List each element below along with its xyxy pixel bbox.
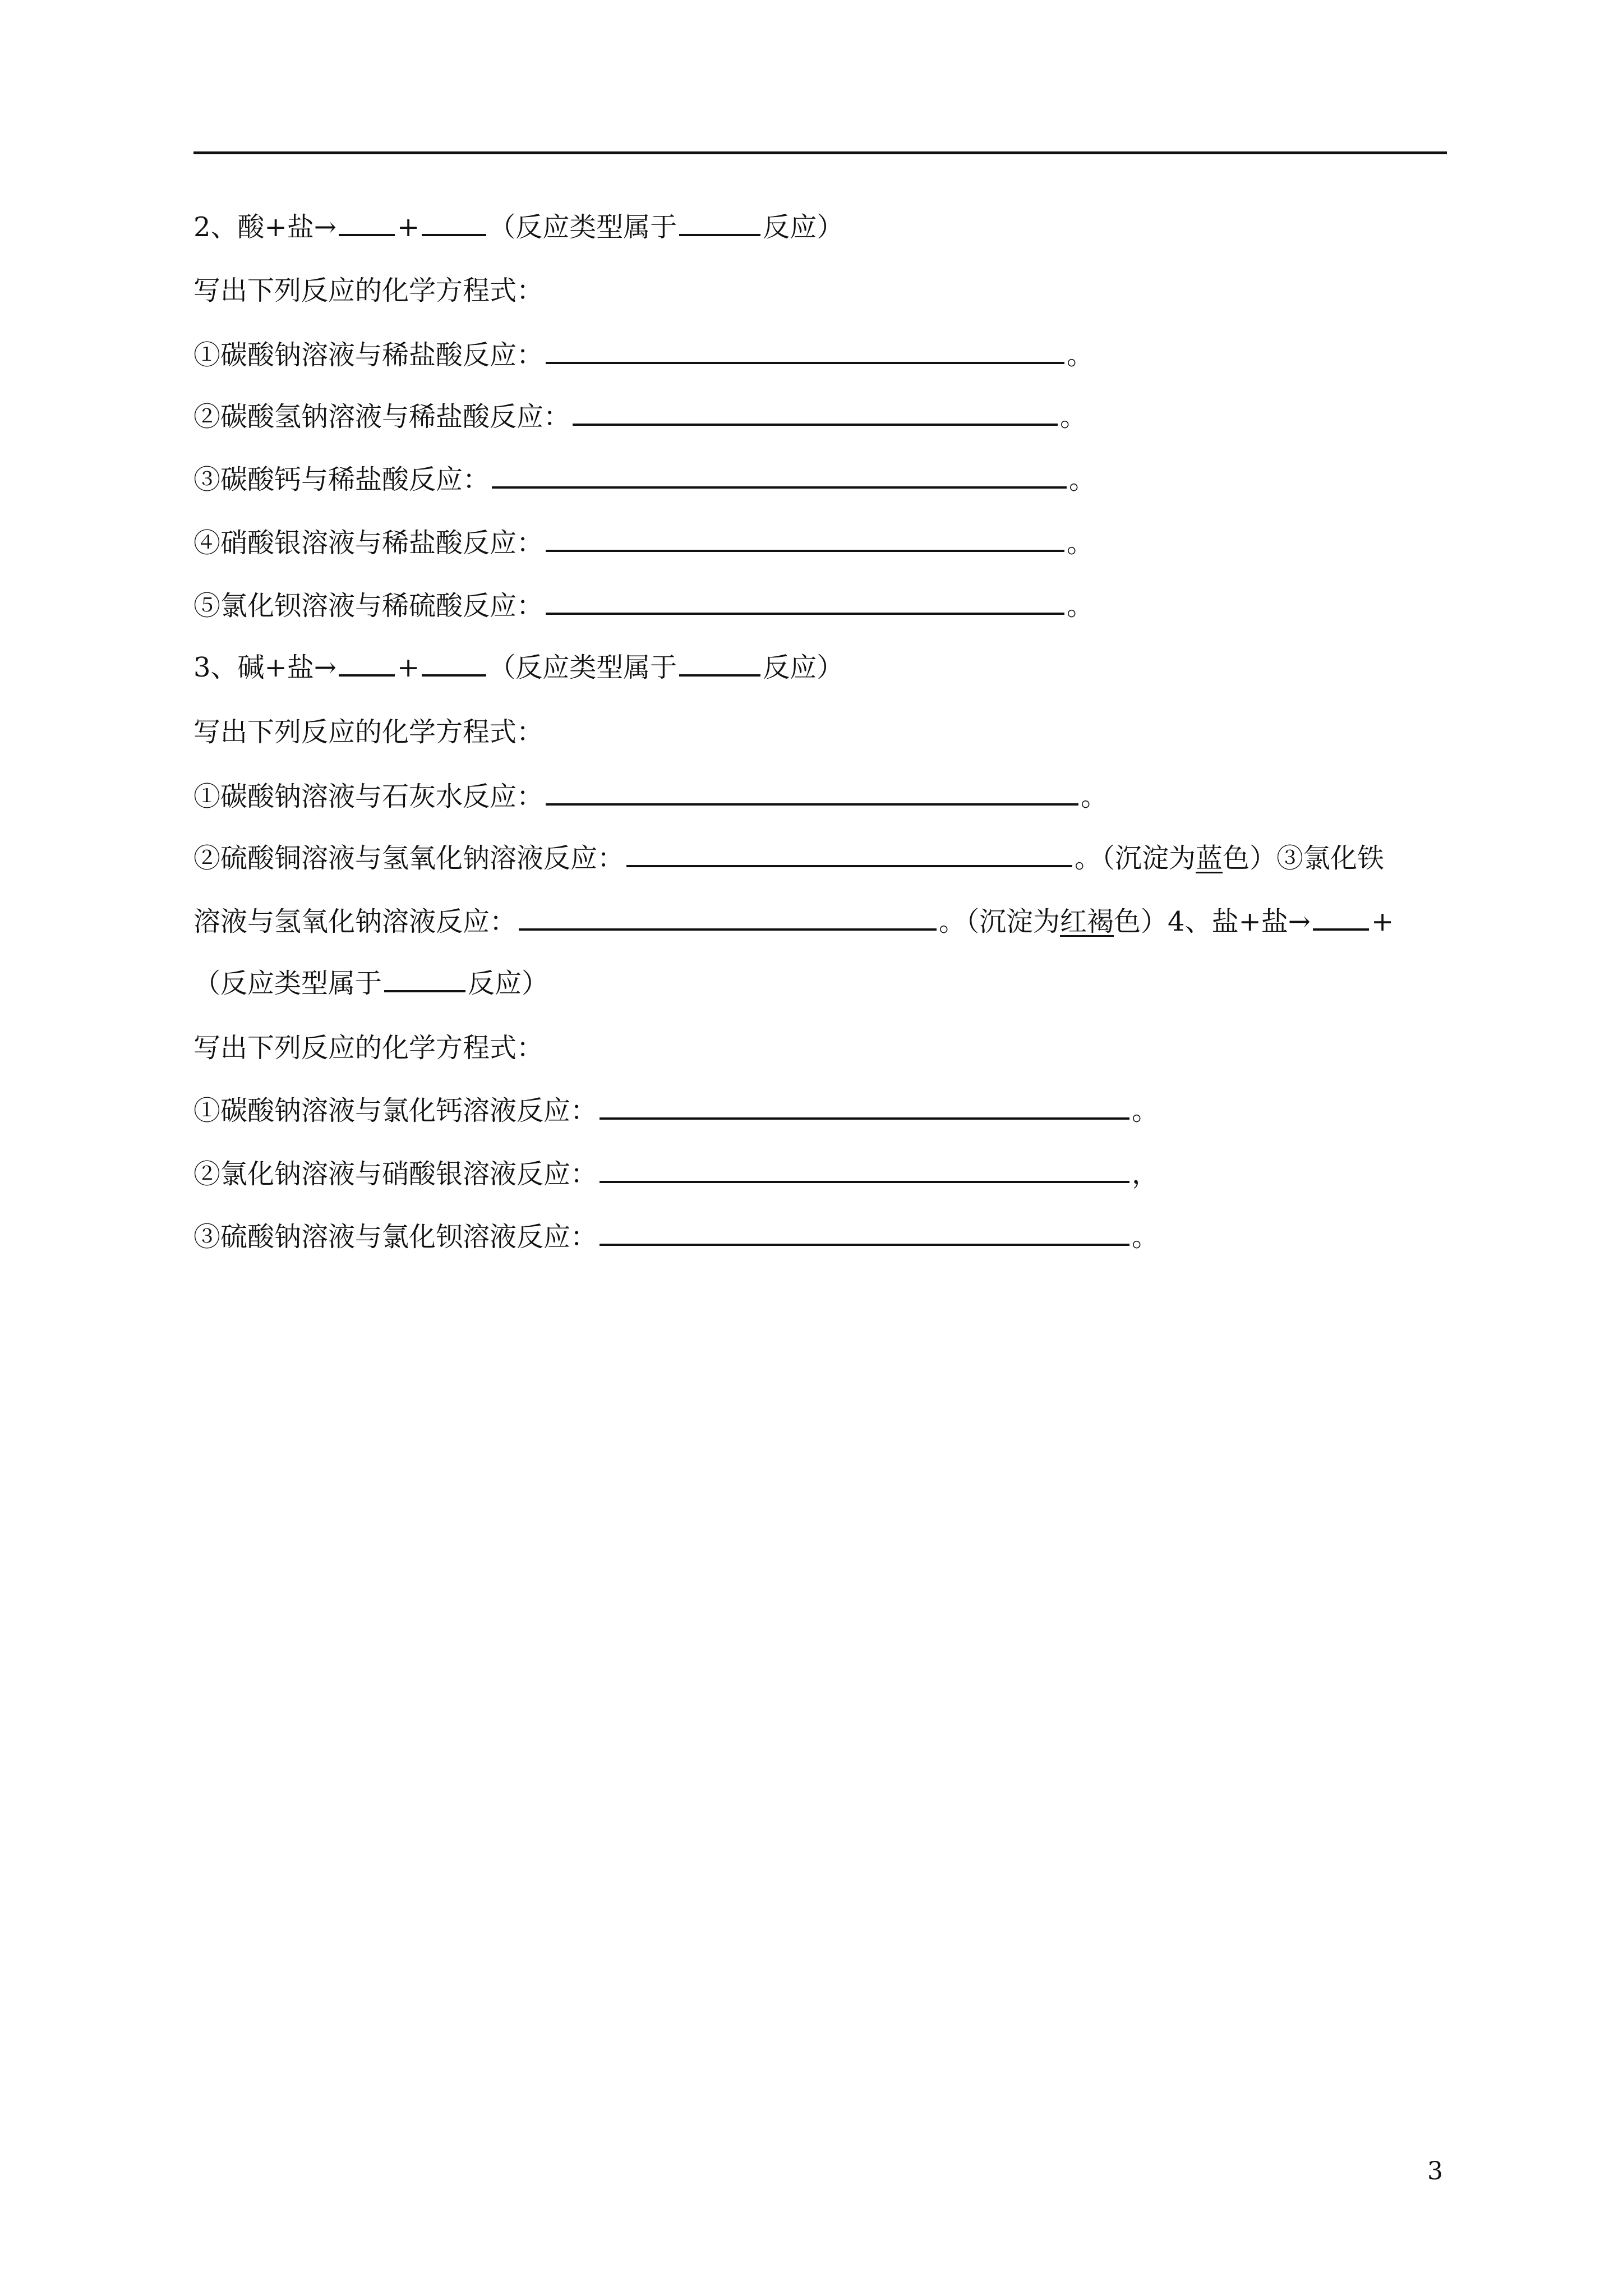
section4-prompt: 写出下列反应的化学方程式：: [193, 1032, 544, 1064]
question-line: [193, 526, 1094, 560]
section2-prompt: 写出下列反应的化学方程式：: [193, 275, 544, 306]
page-number: 3: [1427, 2157, 1443, 2185]
blank[interactable]: [339, 211, 395, 236]
reaction-type-end: 反应）: [468, 968, 549, 999]
section3-heading-text: 3、碱+盐→: [193, 652, 336, 683]
answer-blank[interactable]: [546, 781, 1078, 806]
note-text: 。（沉淀为: [1075, 843, 1196, 874]
note-text: 。（沉淀为: [939, 906, 1061, 937]
question-line: [193, 780, 1108, 813]
header-rule: [193, 151, 1447, 154]
reaction-type-end: 反应）: [763, 652, 844, 683]
question-label: 溶液与氢氧化钠溶液反应：: [193, 906, 517, 937]
question-line: [193, 589, 1094, 623]
question-line: [193, 1094, 1159, 1128]
period: 。: [1069, 464, 1096, 495]
section2-heading: [193, 210, 843, 244]
period: 。: [1067, 339, 1094, 371]
plus-sign: +: [1371, 906, 1394, 937]
reaction-type-label: （反应类型属于: [488, 211, 677, 243]
answer-blank[interactable]: [573, 401, 1058, 426]
period: 。: [1132, 1095, 1159, 1126]
answer-blank[interactable]: [546, 527, 1064, 552]
blank[interactable]: [384, 968, 465, 992]
question-label: ⑤氯化钡溶液与稀硫酸反应：: [193, 590, 544, 622]
precipitate-color: 红褐: [1060, 906, 1114, 937]
question-label: ②碳酸氢钠溶液与稀盐酸反应：: [193, 401, 571, 432]
answer-blank[interactable]: [600, 1158, 1129, 1183]
blank[interactable]: [679, 211, 760, 236]
question-label: ②硫酸铜溶液与氢氧化钠溶液反应：: [193, 843, 625, 874]
period: 。: [1067, 590, 1094, 622]
question-line: [193, 338, 1094, 372]
reaction-type-label: （反应类型属于: [193, 968, 382, 999]
question-label: ③碳酸钙与稀盐酸反应：: [193, 464, 490, 495]
question-label: ④硝酸银溶液与稀盐酸反应：: [193, 527, 544, 559]
question-line: [193, 1157, 1159, 1191]
answer-blank[interactable]: [626, 843, 1072, 867]
answer-blank[interactable]: [492, 464, 1067, 489]
blank[interactable]: [339, 652, 395, 677]
answer-blank[interactable]: [519, 906, 937, 931]
answer-blank[interactable]: [546, 339, 1064, 364]
note-text: 色）③氯化铁: [1223, 843, 1385, 874]
answer-blank[interactable]: [546, 590, 1064, 615]
precipitate-color: 蓝: [1196, 843, 1223, 874]
blank[interactable]: [1313, 906, 1369, 931]
question-line: [193, 1220, 1159, 1254]
blank[interactable]: [422, 652, 486, 677]
question-label: ③硫酸钠溶液与氯化钡溶液反应：: [193, 1221, 598, 1253]
period: 。: [1081, 781, 1108, 812]
blank[interactable]: [422, 211, 486, 236]
plus-sign: +: [396, 652, 420, 683]
comma: ，: [1132, 1158, 1159, 1190]
reaction-type-end: 反应）: [763, 211, 844, 243]
plus-sign: +: [396, 211, 420, 243]
question-line: [193, 905, 1394, 938]
reaction-type-label: （反应类型属于: [488, 652, 677, 683]
period: 。: [1067, 527, 1094, 559]
section2-heading-text: 2、酸+盐→: [193, 211, 336, 243]
question-line: [193, 463, 1096, 496]
section4-heading: [193, 967, 548, 1000]
answer-blank[interactable]: [600, 1221, 1129, 1246]
question-label: ①碳酸钠溶液与石灰水反应：: [193, 781, 544, 812]
question-label: ①碳酸钠溶液与氯化钙溶液反应：: [193, 1095, 598, 1126]
question-label: ①碳酸钠溶液与稀盐酸反应：: [193, 339, 544, 371]
section4-heading-text: 色）4、盐+盐→: [1114, 906, 1311, 937]
question-line: [193, 400, 1087, 434]
question-line: [193, 841, 1384, 875]
period: 。: [1132, 1221, 1159, 1253]
section3-prompt: 写出下列反应的化学方程式：: [193, 716, 544, 748]
blank[interactable]: [679, 652, 760, 677]
section3-heading: [193, 651, 843, 684]
question-label: ②氯化钠溶液与硝酸银溶液反应：: [193, 1158, 598, 1190]
period: 。: [1060, 401, 1087, 432]
answer-blank[interactable]: [600, 1095, 1129, 1120]
